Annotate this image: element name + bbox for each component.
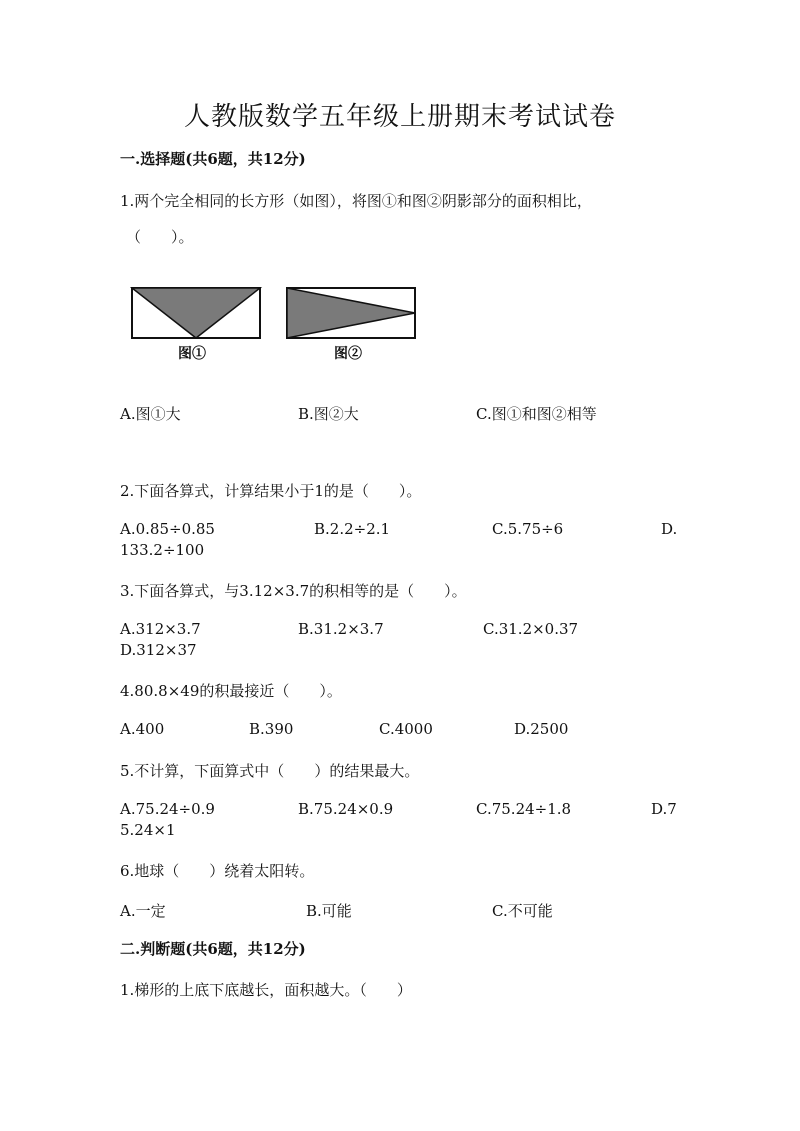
q1-option-b[interactable]: B.图②大	[298, 405, 359, 423]
q5-option-b[interactable]: B.75.24×0.9	[298, 800, 394, 818]
question-2-text: 2.下面各算式，计算结果小于1的是（ ）。	[120, 482, 422, 500]
q4-option-c[interactable]: C.4000	[379, 720, 433, 738]
q2-option-a[interactable]: A.0.85÷0.85	[120, 520, 215, 538]
q2-option-d[interactable]: D.	[661, 520, 678, 538]
question-6-text: 6.地球（ ）绕着太阳转。	[120, 862, 315, 880]
figure-2-label: 图②	[334, 346, 362, 362]
q3-option-a[interactable]: A.312×3.7	[120, 620, 201, 638]
q2-option-d-continued[interactable]: 133.2÷100	[120, 541, 205, 559]
figure-1	[132, 288, 260, 338]
figures-svg	[130, 285, 430, 365]
question-1-text: 1.两个完全相同的长方形（如图），将图①和图②阴影部分的面积相比，	[120, 192, 592, 210]
q5-option-d-continued[interactable]: 5.24×1	[120, 821, 176, 839]
question-5-text: 5.不计算，下面算式中（ ）的结果最大。	[120, 762, 420, 780]
q2-option-b[interactable]: B.2.2÷2.1	[314, 520, 391, 538]
question-4-text: 4.80.8×49的积最接近（ ）。	[120, 682, 342, 700]
section-heading-choice: 一.选择题(共6题，共12分)	[120, 150, 306, 168]
q6-option-b[interactable]: B.可能	[306, 902, 352, 920]
q3-option-b[interactable]: B.31.2×3.7	[298, 620, 384, 638]
judgement-1-text: 1.梯形的上底下底越长，面积越大。（ ）	[120, 981, 412, 999]
q2-option-c[interactable]: C.5.75÷6	[492, 520, 564, 538]
q1-option-c[interactable]: C.图①和图②相等	[476, 405, 597, 423]
q5-option-c[interactable]: C.75.24÷1.8	[476, 800, 572, 818]
q5-option-a[interactable]: A.75.24÷0.9	[120, 800, 215, 818]
q4-option-b[interactable]: B.390	[249, 720, 294, 738]
q3-option-c[interactable]: C.31.2×0.37	[483, 620, 579, 638]
figure-2	[287, 288, 415, 338]
q6-option-a[interactable]: A.一定	[120, 902, 166, 920]
q1-option-a[interactable]: A.图①大	[120, 405, 181, 423]
q5-option-d[interactable]: D.7	[651, 800, 677, 818]
q4-option-d[interactable]: D.2500	[514, 720, 569, 738]
q6-option-c[interactable]: C.不可能	[492, 902, 553, 920]
q4-option-a[interactable]: A.400	[120, 720, 165, 738]
figure-1-label: 图①	[178, 346, 206, 362]
section-heading-judgement: 二.判断题(共6题，共12分)	[120, 940, 306, 958]
question-1-figures	[130, 285, 430, 365]
page-title: 人教版数学五年级上册期末考试试卷	[183, 102, 616, 132]
question-1-blank: （ ）。	[126, 228, 194, 246]
question-3-text: 3.下面各算式，与3.12×3.7的积相等的是（ ）。	[120, 582, 467, 600]
q3-option-d[interactable]: D.312×37	[120, 641, 197, 659]
